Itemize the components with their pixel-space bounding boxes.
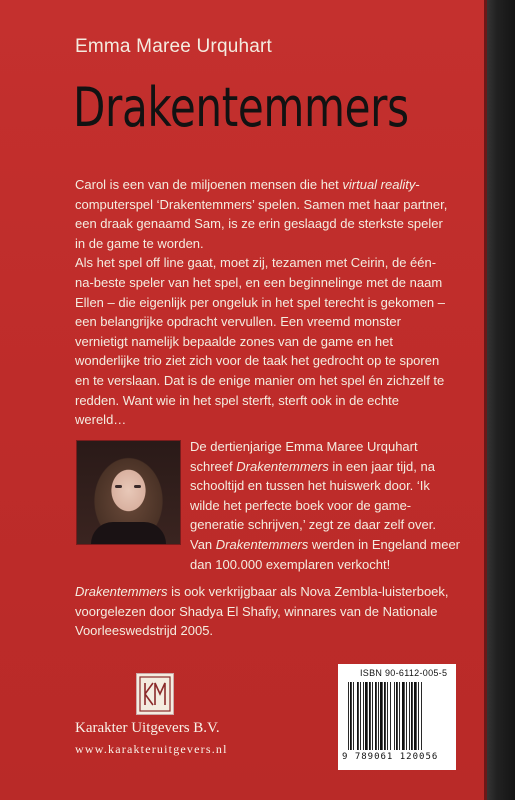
barcode-bar (394, 682, 395, 750)
author-bio (190, 437, 460, 574)
author-photo (76, 440, 181, 545)
barcode-bars (348, 682, 448, 754)
bio-part-c: werden in Engeland meer dan 100.000 exemplaren verkocht! (190, 536, 461, 572)
author-name: Emma Maree Urquhart (75, 36, 273, 57)
barcode-bar (384, 682, 386, 750)
publisher-name: Karakter Uitgevers B.V. (75, 720, 220, 736)
bio-part-a: De dertienjarige Emma Maree Urquhart schreef (190, 439, 418, 474)
blurb-paragraph-1 (75, 175, 453, 253)
barcode-bar (353, 682, 354, 750)
photo-detail (134, 485, 141, 488)
bio-italic-title-1: Drakentemmers (236, 458, 329, 474)
barcode-bar (348, 682, 349, 750)
blurb-p1-italic: virtual reality (342, 177, 416, 192)
hardcover-edge (484, 0, 515, 800)
audiobook-note (75, 582, 455, 641)
barcode-bar (411, 682, 413, 750)
audio-italic-title: Drakentemmers (75, 584, 168, 599)
bio-italic-title-2: Drakentemmers (215, 536, 309, 552)
barcode-bar (414, 682, 417, 750)
barcode-bar (380, 682, 383, 750)
ean-number: 9 789061 120056 (342, 752, 439, 762)
barcode-bar (418, 682, 419, 750)
isbn-label: ISBN 90-6112-005-5 (360, 668, 448, 678)
barcode-bar (363, 682, 364, 750)
book-title: Drakentemmers (73, 76, 409, 139)
blurb-p1-start: Carol is een van de miljoenen mensen die het (75, 177, 343, 192)
barcode-bar (421, 682, 422, 750)
blurb-text (75, 175, 453, 430)
barcode-bar (406, 682, 407, 750)
barcode-bar (378, 682, 379, 750)
audio-rest: is ook verkrijgbaar als Nova Zembla-luisterboek, voorgelezen door Shadya El Shafiy, winnares van de Nationale Voorleeswedstrijd 2005. (75, 584, 449, 639)
barcode-bar (357, 682, 359, 750)
barcode-bar (399, 682, 400, 750)
barcode-bar (402, 682, 405, 750)
blurb-p1-end: -computerspel ‘Drakentemmers’ spelen. Samen met haar partner, een draak genaamd Sam, is ze erin geslaagd de sterkste speler in de game te worden. (75, 177, 448, 251)
photo-detail (115, 485, 122, 488)
barcode-bar (409, 682, 410, 750)
barcode-bar (369, 682, 371, 750)
bio-part-b: in een jaar tijd, na schooltijd en tussen het huiswerk door. ‘Ik wilde het perfecte boek voor de game-generatie schrijven,’ zegt ze daar zelf over. Van (190, 458, 436, 552)
km-monogram-icon (136, 673, 174, 715)
barcode-bar (375, 682, 377, 750)
barcode-bar (390, 682, 391, 750)
photo-detail (91, 522, 166, 544)
barcode (338, 664, 456, 770)
barcode-bar (387, 682, 388, 750)
barcode-bar (350, 682, 352, 750)
barcode-bar (365, 682, 368, 750)
barcode-bar (360, 682, 361, 750)
barcode-bar (396, 682, 398, 750)
publisher-website: www.karakteruitgevers.nl (75, 742, 228, 756)
barcode-bar (372, 682, 373, 750)
blurb-paragraph-2: Als het spel off line gaat, moet zij, tezamen met Ceirin, de één-na-beste speler van het spel, en een beginnelinge met de naam Ellen – die eigenlijk per ongeluk in het spel terecht is gekomen – een belangrijke opdracht vervullen. Een vreemd monster vernietigt namelijk bepaalde zones van de game en het wonderlijke trio ziet zich voor de taak het gedrocht op te sporen en te verslaan. Dat is de enige manier om het spel én zichzelf te redden. Want wie in het spel sterft, sterft ook in de echte wereld… (75, 255, 446, 428)
